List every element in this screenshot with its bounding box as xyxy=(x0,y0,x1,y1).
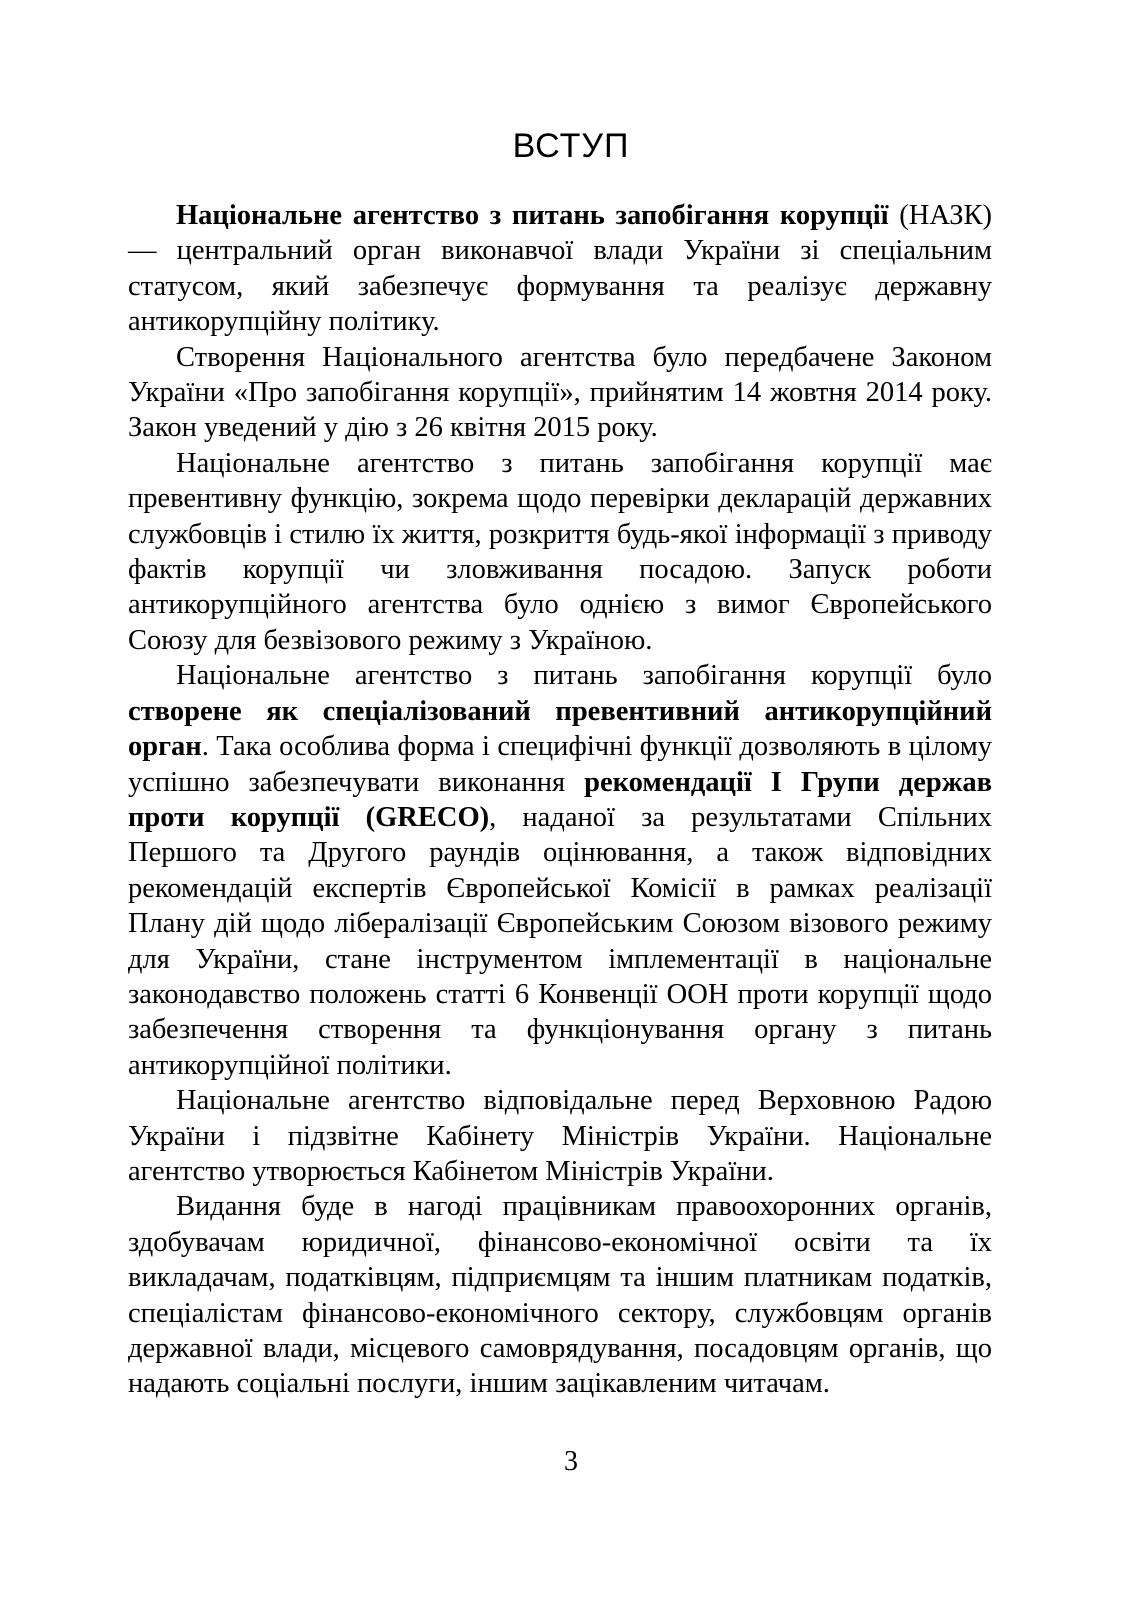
document-body xyxy=(128,198,992,1402)
text-run: Національне агентство з питань запобігання корупції має превентивну функцію, зокрема щодо перевірки декларацій державних службовців і стилю їх життя, розкриття будь-якої інформації з приводу фактів корупції чи зловживання посадою. Запуск роботи антикорупційного агентства було однією з вимог Європейського Союзу для безвізового режиму з Україною. xyxy=(128,447,992,656)
paragraph xyxy=(128,1083,992,1189)
text-run: Національне агентство з питань запобігання корупції було xyxy=(176,660,992,692)
text-run: Національне агентство відповідальне перед Верховною Радою України і підзвітне Кабінету Міністрів України. Національне агентство утворюється Кабінетом Міністрів України. xyxy=(128,1085,992,1187)
paragraph xyxy=(128,1189,992,1401)
bold-run: Національне агентство з питань запобігання корупції xyxy=(176,200,900,231)
paragraph xyxy=(128,198,992,340)
paragraph xyxy=(128,658,992,1083)
bold-run: рекомендації І Групи держав проти корупції (GRECO) xyxy=(128,766,992,833)
paragraph xyxy=(128,446,992,658)
paragraph xyxy=(128,340,992,446)
text-run: , наданої за результатами Спільних Першого та Другого раундів оцінювання, а також відповідних рекомендацій експертів Європейської Комісії в рамках реалізації Плану дій щодо лібералізації Європейським Союзом візового режиму для України, стане інструментом імплементації в національне законодавство положень статті 6 Конвенції ООН проти корупції щодо забезпечення створення та функціонування органу з питань антикорупційної політики. xyxy=(128,801,992,1081)
page-number: 3 xyxy=(564,1446,578,1477)
text-run: Видання буде в нагоді працівникам правоохоронних органів, здобувачам юридичної, фінансово-економічної освіти та їх викладачам, податківцям, підприємцям та іншим платникам податків, спеціалістам фінансово-економічного сектору, службовцям органів державної влади, місцевого самоврядування, посадовцям органів, що надають соціальні послуги, іншим зацікавленим читачам. xyxy=(128,1191,992,1400)
text-run: . Така особлива форма і специфічні функції дозволяють в цілому успішно забезпечувати виконання xyxy=(128,731,992,798)
text-run: (НАЗК) — центральний орган виконавчої влади України зі спеціальним статусом, який забезпечує формування та реалізує державну антикорупційну політику. xyxy=(128,200,992,338)
bold-run: створене як спеціалізований превентивний антикорупційний орган xyxy=(128,695,992,763)
page-title: ВСТУП xyxy=(512,127,630,165)
text-run: Створення Національного агентства було передбачене Законом України «Про запобігання корупції», прийнятим 14 жовтня 2014 року. Закон уведений у дію з 26 квітня 2015 року. xyxy=(128,341,992,444)
